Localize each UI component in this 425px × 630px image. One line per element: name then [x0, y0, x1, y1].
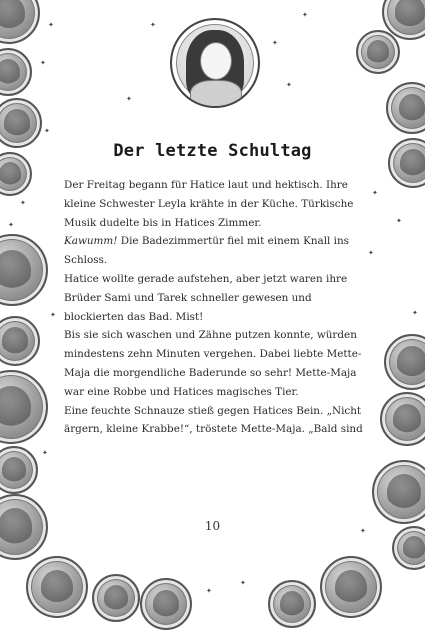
star-icon: ✦ — [360, 527, 366, 535]
star-icon: ✦ — [126, 95, 132, 103]
star-icon: ✦ — [44, 127, 50, 135]
paragraph-text: Die Badezimmertür fiel mit einem Knall ins Schloss. — [64, 235, 350, 267]
animal-portrait-circle-icon — [0, 0, 40, 44]
portrait-face — [200, 42, 232, 80]
paragraph: Eine feuchte Schnauze stieß gegen Hatices Bein. „Nicht ärgern, kleine Krabbe!“, tröstete Mette-Maja. „Bald sind — [64, 404, 363, 436]
animal-portrait-circle-icon — [380, 392, 425, 446]
star-icon: ✦ — [372, 189, 378, 197]
emphasis-word: Kawumm! — [64, 235, 118, 248]
animal-portrait-circle-icon — [320, 556, 382, 618]
star-icon: ✦ — [272, 39, 278, 47]
chapter-text — [64, 176, 364, 439]
animal-portrait-circle-icon — [372, 460, 425, 524]
star-icon: ✦ — [286, 81, 292, 89]
animal-portrait-circle-icon — [386, 82, 425, 134]
chapter-title: Der letzte Schultag — [113, 141, 312, 162]
page-number: 10 — [204, 519, 221, 533]
girl-portrait-icon — [170, 18, 260, 108]
star-icon: ✦ — [302, 11, 308, 19]
star-icon: ✦ — [20, 199, 26, 207]
animal-portrait-circle-icon — [0, 316, 40, 366]
star-icon: ✦ — [396, 217, 402, 225]
star-icon: ✦ — [50, 311, 56, 319]
animal-portrait-circle-icon — [356, 30, 400, 74]
animal-portrait-circle-icon — [268, 580, 316, 628]
star-icon: ✦ — [150, 21, 156, 29]
star-icon: ✦ — [48, 21, 54, 29]
paragraph: Der Freitag begann für Hatice laut und hektisch. Ihre kleine Schwester Leyla krähte in der Küche. Türkische Musik dudelte bis in Hatices Zimmer. — [64, 179, 354, 229]
star-icon: ✦ — [240, 579, 246, 587]
star-icon: ✦ — [368, 249, 374, 257]
animal-portrait-circle-icon — [26, 556, 88, 618]
star-icon: ✦ — [40, 59, 46, 67]
animal-portrait-circle-icon — [0, 234, 48, 306]
star-icon: ✦ — [206, 587, 212, 595]
paragraph — [64, 232, 364, 270]
animal-portrait-circle-icon — [92, 574, 140, 622]
paragraph: Bis sie sich waschen und Zähne putzen konnte, würden mindestens zehn Minuten vergehen. Dabei liebte Mette-Maja die morgendliche Baderunde so sehr! Mette-Maja war eine Robbe und Hatices magisches Tier. — [64, 329, 362, 398]
star-icon: ✦ — [8, 221, 14, 229]
animal-portrait-circle-icon — [0, 48, 32, 96]
star-icon: ✦ — [42, 449, 48, 457]
animal-portrait-circle-icon — [140, 578, 192, 630]
animal-portrait-circle-icon — [0, 446, 38, 494]
portrait-shirt — [190, 80, 242, 108]
animal-portrait-circle-icon — [384, 334, 425, 390]
animal-portrait-circle-icon — [0, 370, 48, 444]
paragraph: Hatice wollte gerade aufstehen, aber jetzt waren ihre Brüder Sami und Tarek schneller gewesen und blockierten das Bad. Mist! — [64, 272, 348, 323]
star-icon: ✦ — [412, 309, 418, 317]
